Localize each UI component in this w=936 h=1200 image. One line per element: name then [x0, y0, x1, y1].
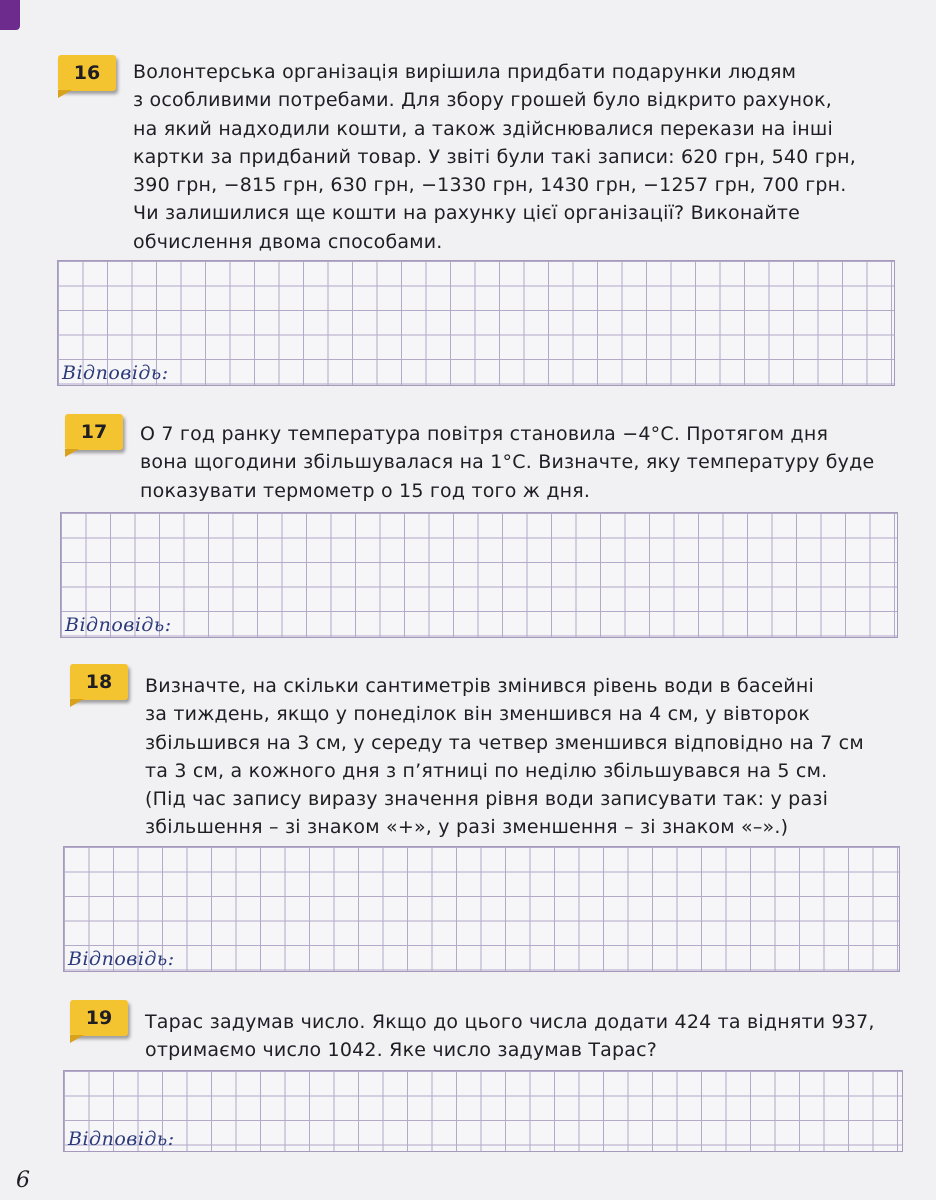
text-line: на який надходили кошти, а також здійснювалися перекази на інші — [133, 117, 833, 140]
text-line: 390 грн, −815 грн, 630 грн, −1330 грн, 1430 грн, −1257 грн, 700 грн. — [133, 174, 847, 197]
text-line: вона щогодини збільшувалася на 1°C. Визначте, яку температуру буде — [140, 451, 875, 474]
text-line: збільшення – зі знаком «+», у разі зменшення – зі знаком «–».) — [145, 816, 789, 839]
task-number: 19 — [85, 1007, 113, 1029]
text-line: Чи залишилися ще кошти на рахунку цієї організації? Виконайте — [133, 202, 801, 225]
answer-label: Відповідь: — [65, 614, 172, 636]
task-number-badge — [58, 55, 116, 91]
task-number: 17 — [80, 421, 108, 443]
text-line: та 3 см, а кожного дня з п’ятниці по неділю збільшувався на 5 см. — [145, 759, 828, 782]
text-line: з особливими потребами. Для збору грошей було відкрито рахунок, — [133, 89, 833, 112]
page-number: 6 — [16, 1168, 30, 1193]
text-line: картки за придбаний товар. У звіті були такі записи: 620 грн, 540 грн, — [133, 145, 857, 168]
text-line: обчислення двома способами. — [133, 230, 443, 253]
text-line: Визначте, на скільки сантиметрів змінився рівень води в басейні — [145, 675, 814, 697]
task-number: 18 — [85, 671, 113, 693]
answer-grid[interactable] — [57, 260, 895, 386]
answer-grid[interactable] — [63, 1070, 903, 1152]
answer-label: Відповідь: — [62, 362, 169, 384]
task-text — [133, 58, 856, 256]
text-line: отримаємо число 1042. Яке число задумав Тарас? — [145, 1039, 658, 1062]
text-line: Волонтерська організація вирішила придбати подарунки людям — [133, 61, 797, 83]
task-text — [145, 1008, 875, 1065]
answer-label: Відповідь: — [68, 948, 175, 970]
answer-grid[interactable] — [60, 512, 898, 638]
answer-grid[interactable] — [63, 846, 900, 972]
task-number-badge — [70, 664, 128, 700]
answer-label: Відповідь: — [68, 1128, 175, 1150]
text-line: за тиждень, якщо у понеділок він зменшився на 4 см, у вівторок — [145, 703, 811, 726]
chapter-tab — [0, 0, 20, 30]
task-text — [145, 672, 864, 842]
text-line: (Під час запису виразу значення рівня води записувати так: у разі — [145, 788, 829, 811]
task-number-badge — [65, 414, 123, 450]
task-text — [140, 420, 874, 505]
task-number: 16 — [73, 62, 101, 84]
text-line: збільшився на 3 см, у середу та четвер зменшився відповідно на 7 см — [145, 731, 864, 754]
text-line: показувати термометр о 15 год того ж дня. — [140, 479, 591, 502]
text-line: О 7 год ранку температура повітря становила −4°C. Протягом дня — [140, 423, 829, 445]
task-number-badge — [70, 1000, 128, 1036]
text-line: Тарас задумав число. Якщо до цього числа додати 424 та відняти 937, — [145, 1011, 875, 1033]
